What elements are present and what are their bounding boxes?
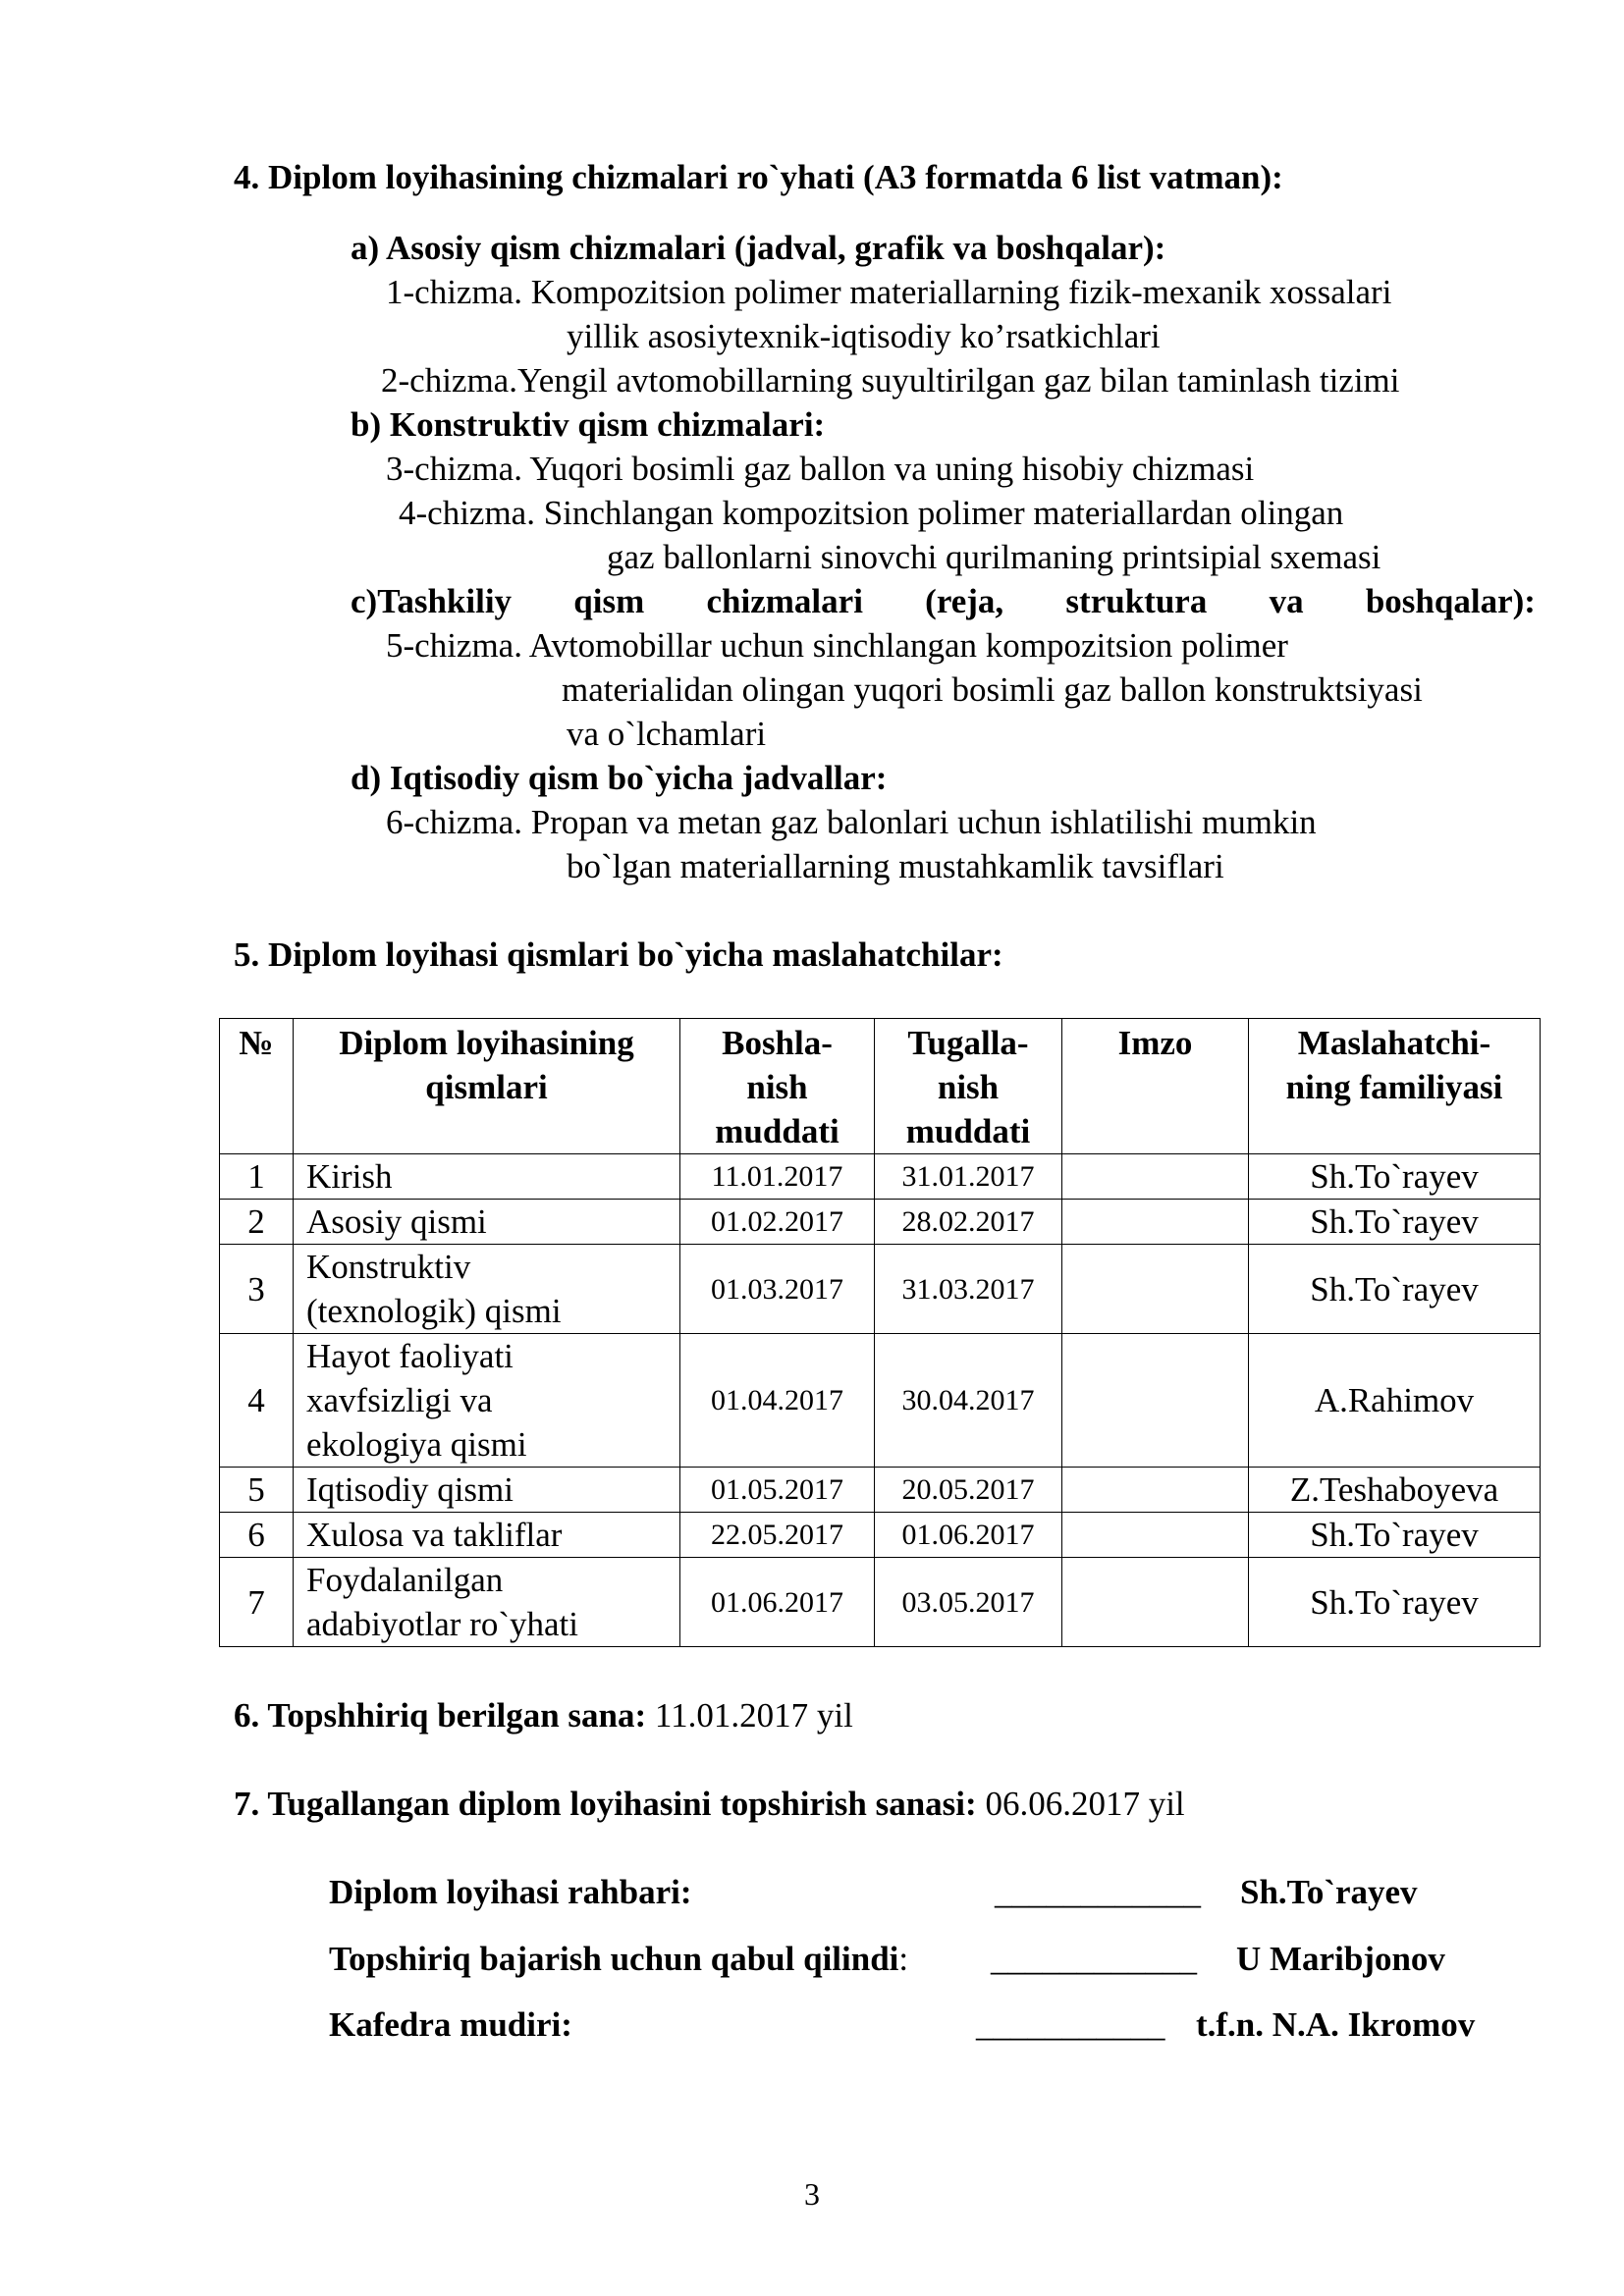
row-end-date: 31.03.2017 xyxy=(875,1245,1062,1334)
subsection-c-heading xyxy=(351,579,1536,623)
row-end-date: 30.04.2017 xyxy=(875,1334,1062,1468)
signature-name: t.f.n. N.A. Ikromov xyxy=(1196,2005,1476,2044)
drawing-5-line-3: va o`lchamlari xyxy=(567,715,767,753)
subsection-d-heading: d) Iqtisodiy qism bo`yicha jadvallar: xyxy=(351,759,888,797)
table-header-row xyxy=(220,1019,1541,1154)
section-7-label: 7. Tugallangan diplom loyihasini topshirish sanasi: xyxy=(234,1785,977,1823)
section-4-heading: 4. Diplom loyihasining chizmalari ro`yhati (A3 formatda 6 list vatman): xyxy=(234,158,1283,196)
row-signature xyxy=(1062,1513,1249,1558)
row-end-date: 28.02.2017 xyxy=(875,1200,1062,1245)
row-part: Asosiy qismi xyxy=(294,1200,680,1245)
signature-supervisor xyxy=(329,1870,1546,1914)
row-advisor: Z.Teshaboyeva xyxy=(1249,1468,1541,1513)
section-5-heading: 5. Diplom loyihasi qismlari bo`yicha maslahatchilar: xyxy=(234,935,1003,974)
c-heading-word: struktura xyxy=(1065,582,1208,620)
signature-label: Topshiriq bajarish uchun qabul qilindi: xyxy=(329,1940,909,1978)
signature-line: ___________ xyxy=(976,2005,1165,2044)
signature-accepted xyxy=(329,1937,1546,1981)
signature-label: Diplom loyihasi rahbari: xyxy=(329,1873,692,1911)
row-start-date: 01.04.2017 xyxy=(680,1334,875,1468)
table-row xyxy=(220,1245,1541,1334)
drawing-1-line-2: yillik asosiytexnik-iqtisodiy ko’rsatkichlari xyxy=(567,317,1161,355)
drawing-3: 3-chizma. Yuqori bosimli gaz ballon va uning hisobiy chizmasi xyxy=(386,450,1255,488)
row-start-date: 01.06.2017 xyxy=(680,1558,875,1647)
row-start-date: 01.03.2017 xyxy=(680,1245,875,1334)
row-advisor: Sh.To`rayev xyxy=(1249,1200,1541,1245)
drawing-2: 2-chizma.Yengil avtomobillarning suyultirilgan gaz bilan taminlash tizimi xyxy=(381,361,1400,400)
drawing-4-line-2: gaz ballonlarni sinovchi qurilmaning printsipial sxemasi xyxy=(607,538,1381,576)
row-signature xyxy=(1062,1245,1249,1334)
signature-label: Kafedra mudiri: xyxy=(329,2005,572,2044)
header-end: Tugalla- nish muddati xyxy=(875,1019,1062,1154)
section-7 xyxy=(234,1782,1185,1826)
row-advisor: Sh.To`rayev xyxy=(1249,1558,1541,1647)
row-start-date: 22.05.2017 xyxy=(680,1513,875,1558)
table-row xyxy=(220,1468,1541,1513)
header-advisor: Maslahatchi- ning familiyasi xyxy=(1249,1019,1541,1154)
signature-line: ____________ xyxy=(995,1873,1201,1911)
row-signature xyxy=(1062,1558,1249,1647)
row-part: Kirish xyxy=(294,1154,680,1200)
row-advisor: Sh.To`rayev xyxy=(1249,1154,1541,1200)
drawing-6-line-2: bo`lgan materiallarning mustahkamlik tavsiflari xyxy=(567,847,1224,885)
row-number: 4 xyxy=(220,1334,294,1468)
c-heading-word: chizmalari xyxy=(706,582,863,620)
row-number: 5 xyxy=(220,1468,294,1513)
header-start: Boshla- nish muddati xyxy=(680,1019,875,1154)
table-row xyxy=(220,1154,1541,1200)
signature-line: ____________ xyxy=(991,1940,1197,1978)
c-heading-word: qism xyxy=(573,582,645,620)
subsection-b-heading: b) Konstruktiv qism chizmalari: xyxy=(351,405,826,444)
drawing-5-line-1: 5-chizma. Avtomobillar uchun sinchlangan kompozitsion polimer xyxy=(386,626,1288,665)
header-signature: Imzo xyxy=(1062,1019,1249,1154)
row-number: 1 xyxy=(220,1154,294,1200)
row-start-date: 11.01.2017 xyxy=(680,1154,875,1200)
table-row xyxy=(220,1334,1541,1468)
section-7-date: 06.06.2017 yil xyxy=(976,1785,1185,1823)
row-number: 3 xyxy=(220,1245,294,1334)
row-start-date: 01.02.2017 xyxy=(680,1200,875,1245)
c-heading-word: va xyxy=(1269,582,1304,620)
row-advisor: Sh.To`rayev xyxy=(1249,1245,1541,1334)
section-6-date: 11.01.2017 yil xyxy=(646,1696,853,1735)
c-heading-word: c)Tashkiliy xyxy=(351,582,513,620)
drawing-6-line-1: 6-chizma. Propan va metan gaz balonlari uchun ishlatilishi mumkin xyxy=(386,803,1317,841)
table-row xyxy=(220,1558,1541,1647)
drawing-5-line-2: materialidan olingan yuqori bosimli gaz ballon konstruktsiyasi xyxy=(562,670,1423,709)
row-end-date: 03.05.2017 xyxy=(875,1558,1062,1647)
row-part: Foydalanilgan adabiyotlar ro`yhati xyxy=(294,1558,680,1647)
row-advisor: A.Rahimov xyxy=(1249,1334,1541,1468)
row-number: 2 xyxy=(220,1200,294,1245)
signature-department-head xyxy=(329,2002,1546,2047)
row-number: 7 xyxy=(220,1558,294,1647)
subsection-a-heading: a) Asosiy qism chizmalari (jadval, grafik va boshqalar): xyxy=(351,229,1166,267)
c-heading-word: (reja, xyxy=(925,582,1004,620)
page-number: 3 xyxy=(804,2176,820,2212)
row-part: Xulosa va takliflar xyxy=(294,1513,680,1558)
row-end-date: 01.06.2017 xyxy=(875,1513,1062,1558)
row-part: Iqtisodiy qismi xyxy=(294,1468,680,1513)
row-signature xyxy=(1062,1334,1249,1468)
row-number: 6 xyxy=(220,1513,294,1558)
row-part: Konstruktiv (texnologik) qismi xyxy=(294,1245,680,1334)
header-part: Diplom loyihasining qismlari xyxy=(294,1019,680,1154)
table-row xyxy=(220,1200,1541,1245)
signature-name: U Maribjonov xyxy=(1236,1940,1445,1978)
row-signature xyxy=(1062,1468,1249,1513)
row-signature xyxy=(1062,1200,1249,1245)
row-end-date: 31.01.2017 xyxy=(875,1154,1062,1200)
advisors-table xyxy=(219,1018,1541,1647)
section-6-label: 6. Topshhiriq berilgan sana: xyxy=(234,1696,647,1735)
row-start-date: 01.05.2017 xyxy=(680,1468,875,1513)
section-6 xyxy=(234,1693,853,1737)
table-row xyxy=(220,1513,1541,1558)
row-signature xyxy=(1062,1154,1249,1200)
signature-name: Sh.To`rayev xyxy=(1240,1873,1418,1911)
row-advisor: Sh.To`rayev xyxy=(1249,1513,1541,1558)
header-number: № xyxy=(220,1019,294,1154)
row-part: Hayot faoliyati xavfsizligi va ekologiya qismi xyxy=(294,1334,680,1468)
drawing-4-line-1: 4-chizma. Sinchlangan kompozitsion polimer materiallardan olingan xyxy=(399,494,1344,532)
row-end-date: 20.05.2017 xyxy=(875,1468,1062,1513)
drawing-1-line-1: 1-chizma. Kompozitsion polimer materiallarning fizik-mexanik xossalari xyxy=(386,273,1392,311)
c-heading-word: boshqalar): xyxy=(1365,582,1536,620)
